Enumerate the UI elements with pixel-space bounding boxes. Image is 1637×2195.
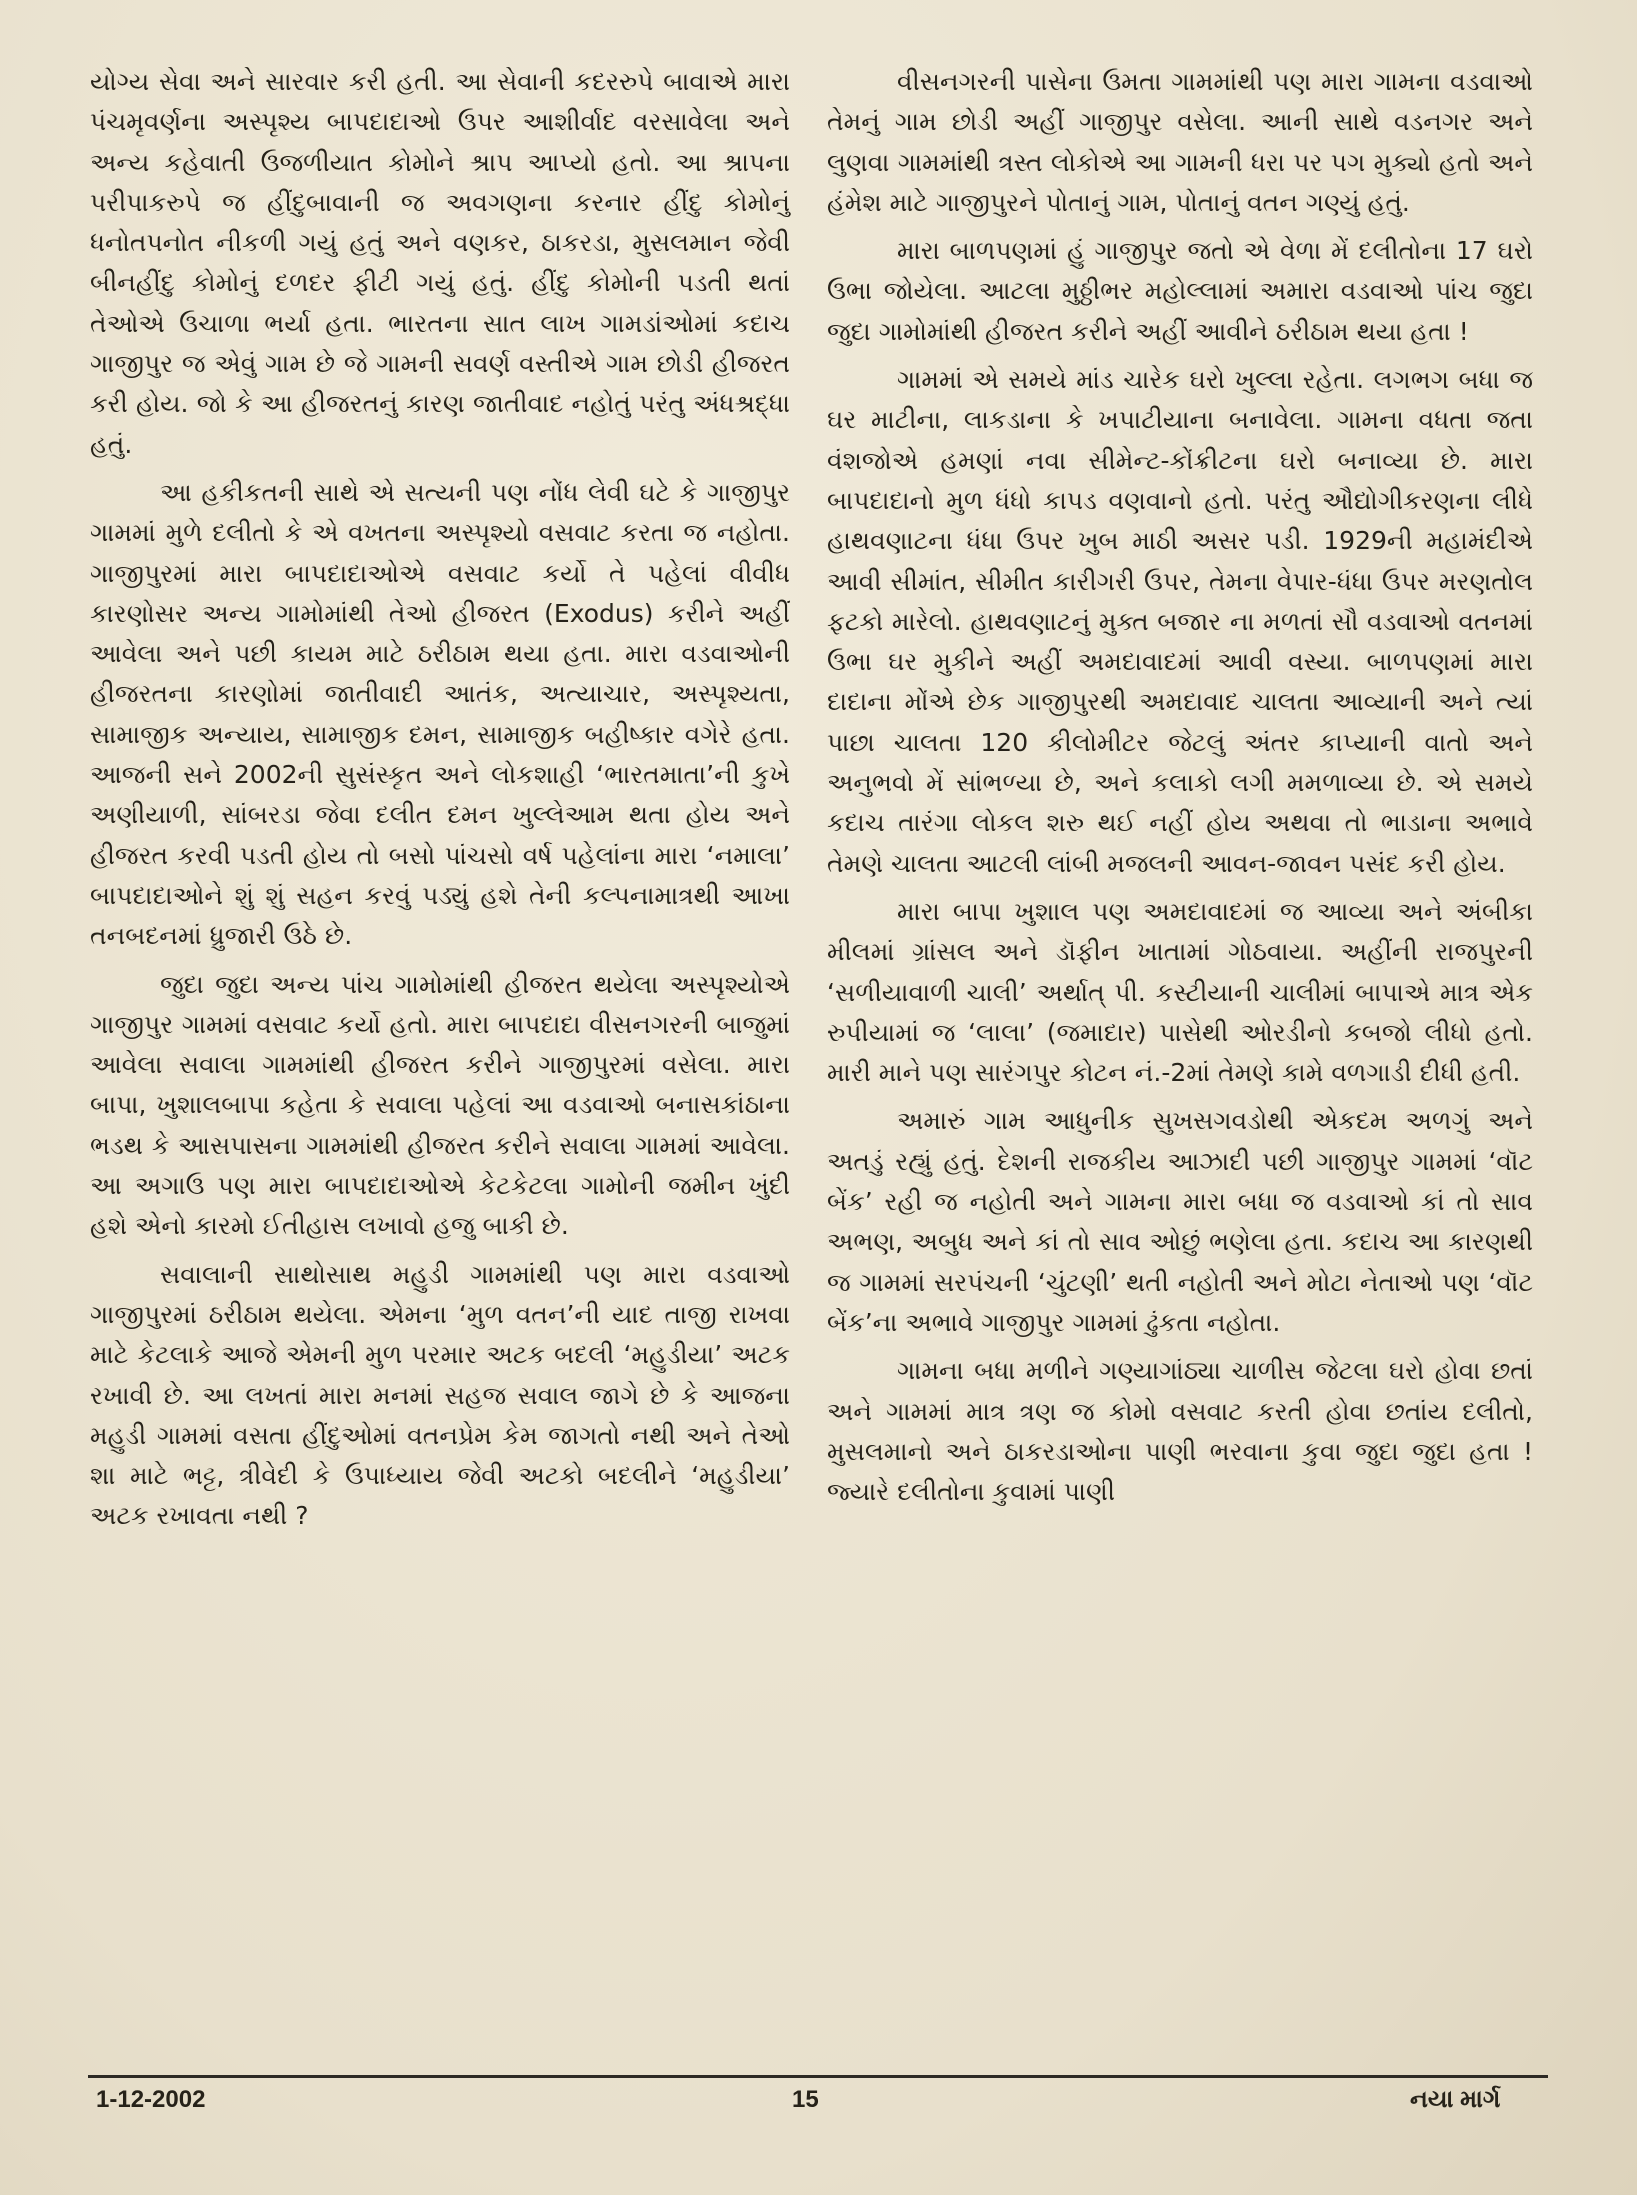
paragraph: મારા બાળપણમાં હું ગાજીપુર જતો એ વેળા મેં દલીતોના 17 ઘરો ઉભા જોયેલા. આટલા મુઠ્ઠીભર મહોલ્લામાં અમારા વડવાઓ પાંચ જુદા જુદા ગામોમાંથી હીજરત કરીને અહીં આવીને ઠરીઠામ થયા હતા !	[827, 236, 1533, 346]
paragraph: જુદા જુદા અન્ય પાંચ ગામોમાંથી હીજરત થયેલા અસ્પૃશ્યોએ ગાજીપુર ગામમાં વસવાટ કર્યો હતો. મારા બાપદાદા વીસનગરની બાજુમાં આવેલા સવાલા ગામમાંથી હીજરત કરીને ગાજીપુરમાં વસેલા. મારા બાપા, ખુશાલબાપા કહેતા કે સવાલા પહેલાં આ વડવાઓ બનાસકાંઠાના ભડથ કે આસપાસના ગામમાંથી હીજરત કરીને સવાલા ગામમાં આવેલા. આ અગાઉ પણ મારા બાપદાદાઓએ કેટકેટલા ગામોની જમીન ખુંદી હશે એનો કારમો ઈતીહાસ લખાવો હજુ બાકી છે.	[90, 969, 790, 1241]
footer-date: 1-12-2002	[96, 2086, 206, 2113]
paragraph: યોગ્ય સેવા અને સારવાર કરી હતી. આ સેવાની કદરરુપે બાવાએ મારા પંચમૃવર્ણના અસ્પૃશ્ય બાપદાદાઓ ઉપર આશીર્વાદ વરસાવેલા અને અન્ય કહેવાતી ઉજળીયાત કોમોને શ્રાપ આપ્યો હતો. આ શ્રાપના પરીપાકરુપે જ હીંદુબાવાની જ અવગણના કરનાર હીંદુ કોમોનું ધનોતપનોત નીકળી ગયું હતું અને વણકર, ઠાકરડા, મુસલમાન જેવી બીનહીંદુ કોમોનું દળદર ફીટી ગયું હતું. હીંદુ કોમોની પડતી થતાં તેઓએ ઉચાળા ભર્યા હતા. ભારતના સાત લાખ ગામડાંઓમાં કદાચ ગાજીપુર જ એવું ગામ છે જે ગામની સવર્ણ વસ્તીએ ગામ છોડી હીજરત કરી હોય. જો કે આ હીજરતનું કારણ જાતીવાદ નહોતું પરંતુ અંધશ્રદ્ધા હતું.	[90, 67, 790, 459]
right-column	[827, 62, 1533, 1512]
paragraph: મારા બાપા ખુશાલ પણ અમદાવાદમાં જ આવ્યા અને અંબીકા મીલમાં ગ્રાંસલ અને ડૉફીન ખાતામાં ગોઠવાયા. અહીંની રાજપુરની ‘સળીયાવાળી ચાલી’ અર્થાત્ પી. કસ્ટીયાની ચાલીમાં બાપાએ માત્ર એક રુપીયામાં જ ‘લાલા’ (જમાદાર) પાસેથી ઓરડીનો કબજો લીધો હતો. મારી માને પણ સારંગપુર કોટન નં.-2માં તેમણે કામે વળગાડી દીધી હતી.	[827, 896, 1533, 1088]
paragraph: વીસનગરની પાસેના ઉમતા ગામમાંથી પણ મારા ગામના વડવાઓ તેમનું ગામ છોડી અહીં ગાજીપુર વસેલા. આની સાથે વડનગર અને લુણવા ગામમાંથી ત્રસ્ત લોકોએ આ ગામની ધરા પર પગ મુક્યો હતો અને હંમેશ માટે ગાજીપુરને પોતાનું ગામ, પોતાનું વતન ગણ્યું હતું.	[827, 67, 1533, 217]
paragraph: અમારું ગામ આધુનીક સુખસગવડોથી એકદમ અળગું અને અતડું રહ્યું હતું. દેશની રાજકીય આઝાદી પછી ગાજીપુર ગામમાં ‘વૉટ બેંક’ રહી જ નહોતી અને ગામના મારા બધા જ વડવાઓ કાં તો સાવ અભણ, અબુધ અને કાં તો સાવ ઓછું ભણેલા હતા. કદાચ આ કારણથી જ ગામમાં સરપંચની ‘ચુંટણી’ થતી નહોતી અને મોટા નેતાઓ પણ ‘વૉટ બેંક’ના અભાવે ગાજીપુર ગામમાં ઢુંકતા નહોતા.	[827, 1106, 1533, 1337]
page-number: 15	[792, 2086, 819, 2113]
left-column	[90, 62, 790, 1537]
paragraph: ગામમાં એ સમયે માંડ ચારેક ઘરો ખુલ્લા રહેતા. લગભગ બધા જ ઘર માટીના, લાકડાના કે ખપાટીયાના બનાવેલા. ગામના વધતા જતા વંશજોએ હમણાં નવા સીમેન્ટ-કોંક્રીટના ઘરો બનાવ્યા છે. મારા બાપદાદાનો મુળ ધંધો કાપડ વણવાનો હતો. પરંતુ ઔદ્યોગીકરણના લીધે હાથવણાટના ધંધા ઉપર ખુબ માઠી અસર પડી. 1929ની મહામંદીએ આવી સીમાંત, સીમીત કારીગરી ઉપર, તેમના વેપાર-ધંધા ઉપર મરણતોલ ફટકો મારેલો. હાથવણાટનું મુક્ત બજાર ના મળતાં સૌ વડવાઓ વતનમાં ઉભા ઘર મુકીને અહીં અમદાવાદમાં આવી વસ્યા. બાળપણમાં મારા દાદાના મોંએ છેક ગાજીપુરથી અમદાવાદ ચાલતા આવ્યાની અને ત્યાં પાછા ચાલતા 120 કીલોમીટર જેટલું અંતર કાપ્યાની વાતો અને અનુભવો મેં સાંભળ્યા છે, અને કલાકો લગી મમળાવ્યા છે. એ સમયે કદાચ તારંગા લોકલ શરુ થઈ નહીં હોય અથવા તો ભાડાના અભાવે તેમણે ચાલતા આટલી લાંબી મજલની આવન-જાવન પસંદ કરી હોય.	[827, 365, 1533, 878]
paragraph: સવાલાની સાથોસાથ મહુડી ગામમાંથી પણ મારા વડવાઓ ગાજીપુરમાં ઠરીઠામ થયેલા. એમના ‘મુળ વતન’ની યાદ તાજી રાખવા માટે કેટલાકે આજે એમની મુળ પરમાર અટક બદલી ‘મહુડીયા’ અટક રખાવી છે. આ લખતાં મારા મનમાં સહજ સવાલ જાગે છે કે આજના મહુડી ગામમાં વસતા હીંદુઓમાં વતનપ્રેમ કેમ જાગતો નથી અને તેઓ શા માટે ભટ્ટ, ત્રીવેદી કે ઉપાધ્યાય જેવી અટકો બદલીને ‘મહુડીયા’ અટક રખાવતા નથી ?	[90, 1259, 790, 1531]
magazine-name: નયા માર્ગ	[1410, 2086, 1501, 2113]
paragraph: ગામના બધા મળીને ગણ્યાગાંઠ્યા ચાળીસ જેટલા ઘરો હોવા છતાં અને ગામમાં માત્ર ત્રણ જ કોમો વસવાટ કરતી હોવા છતાંય દલીતો, મુસલમાનો અને ઠાકરડાઓના પાણી ભરવાના કુવા જુદા જુદા હતા ! જ્યારે દલીતોના કુવામાં પાણી	[827, 1356, 1533, 1507]
paragraph: આ હકીકતની સાથે એ સત્યની પણ નોંધ લેવી ઘટે કે ગાજીપુર ગામમાં મુળે દલીતો કે એ વખતના અસ્પૃશ્યો વસવાટ કરતા જ નહોતા. ગાજીપુરમાં મારા બાપદાદાઓએ વસવાટ કર્યો તે પહેલાં વીવીધ કારણોસર અન્ય ગામોમાંથી તેઓ હીજરત (Exodus) કરીને અહીં આવેલા અને પછી કાયમ માટે ઠરીઠામ થયા હતા. મારા વડવાઓની હીજરતના કારણોમાં જાતીવાદી આતંક, અત્યાચાર, અસ્પૃશ્યતા, સામાજીક અન્યાય, સામાજીક દમન, સામાજીક બહીષ્કાર વગેરે હતા. આજની સને 2002ની સુસંસ્કૃત અને લોકશાહી ‘ભારતમાતા’ની કુખે અણીયાળી, સાંબરડા જેવા દલીત દમન ખુલ્લેઆમ થતા હોય અને હીજરત કરવી પડતી હોય તો બસો પાંચસો વર્ષ પહેલાંના મારા ‘નમાલા’ બાપદાદાઓને શું શું સહન કરવું પડ્યું હશે તેની કલ્પનામાત્રથી આખા તનબદનમાં ધ્રુજારી ઉઠે છે.	[90, 477, 790, 951]
footer-rule	[88, 2075, 1548, 2078]
